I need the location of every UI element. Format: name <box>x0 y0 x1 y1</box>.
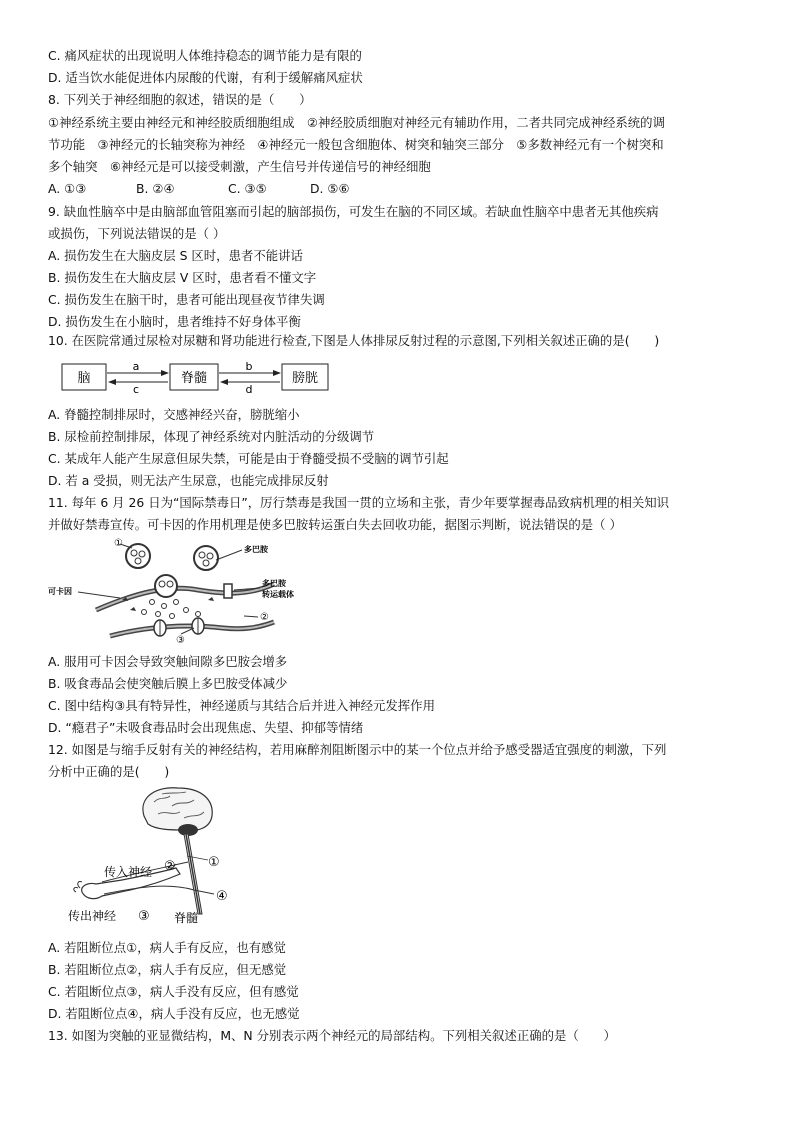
q10-option-b: B. 尿检前控制排尿，体现了神经系统对内脏活动的分级调节 <box>48 429 375 444</box>
q11-label-3: ③ <box>176 635 185 644</box>
q11-label-transporter-1: 多巴胺 <box>262 579 286 588</box>
q8-option-d: D. ⑤⑥ <box>310 181 350 196</box>
q11-vesicle-2 <box>194 546 218 570</box>
q10-box-bladder-label: 膀胱 <box>291 371 319 386</box>
q11-vesicle-fusing <box>155 575 177 597</box>
q12-label-spinal: 脊髓 <box>174 911 199 925</box>
q8-option-b: B. ②④ <box>136 181 175 196</box>
q12-option-d: D. 若阻断位点④，病人手没有反应，也无感觉 <box>48 1006 300 1021</box>
q12-stem-line2: 分析中正确的是( ) <box>48 764 170 779</box>
q9-option-c: C. 损伤发生在脑干时，患者可能出现昼夜节律失调 <box>48 292 325 307</box>
q12-label-4: ④ <box>216 889 228 904</box>
q12-label-3: ③ <box>138 909 150 924</box>
q10-stem: 10. 在医院常通过尿检对尿糖和肾功能进行检查,下图是人体排尿反射过程的示意图,下列相关叙述正确的是( ) <box>48 333 660 348</box>
q10-option-a: A. 脊髓控制排尿时，交感神经兴奋，膀胱缩小 <box>48 407 300 422</box>
q9-stem-line1: 9. 缺血性脑卒中是由脑部血管阻塞而引起的脑部损伤，可发生在脑的不同区域。若缺血性脑卒中患者无其他疾病 <box>48 204 659 219</box>
q11-option-d: D. “瘾君子”未吸食毒品时会出现焦虑、失望、抑郁等情绪 <box>48 720 364 735</box>
q12-option-c: C. 若阻断位点③，病人手没有反应，但有感觉 <box>48 984 299 999</box>
q11-option-a: A. 服用可卡因会导致突触间隙多巴胺会增多 <box>48 654 288 669</box>
q12-label-afferent: 传入神经 <box>104 865 153 879</box>
q12-label-1: ① <box>208 855 220 870</box>
q11-cocaine-molecules <box>122 597 214 611</box>
q9-option-b: B. 损伤发生在大脑皮层 V 区时，患者看不懂文字 <box>48 270 317 285</box>
q10-label-d: d <box>245 383 253 396</box>
q12-stem-line1: 12. 如图是与缩手反射有关的神经结构，若用麻醉剂阻断图示中的某一个位点并给予感受器适宜强度的刺激，下列 <box>48 742 667 757</box>
q12-reflex-diagram <box>62 782 252 930</box>
q8-body-line1: ①神经系统主要由神经元和神经胶质细胞组成 ②神经胶质细胞对神经元有辅助作用，二者共同完成神经系统的调 <box>48 115 665 130</box>
q10-option-d: D. 若 a 受损，则无法产生尿意，也能完成排尿反射 <box>48 473 329 488</box>
q10-box-brain-label: 脑 <box>77 371 91 386</box>
q7-option-c: C. 痛风症状的出现说明人体维持稳态的调节能力是有限的 <box>48 48 362 63</box>
q11-stem-line1: 11. 每年 6 月 26 日为“国际禁毒日”，厉行禁毒是我国一贯的立场和主张，青少年要掌握毒品致病机理的相关知识 <box>48 495 670 510</box>
q9-option-d: D. 损伤发生在小脑时，患者维持不好身体平衡 <box>48 314 301 329</box>
q8-option-c: C. ③⑤ <box>228 181 267 196</box>
q10-label-b: b <box>245 360 253 373</box>
q10-diagram <box>60 360 330 396</box>
q11-synapse-diagram <box>48 536 298 644</box>
q12-option-b: B. 若阻断位点②，病人手有反应，但无感觉 <box>48 962 287 977</box>
q11-label-2: ② <box>260 612 269 623</box>
q8-body-line2: 节功能 ③神经元的长轴突称为神经 ④神经元一般包含细胞体、树突和轴突三部分 ⑤多数神经元有一个树突和 <box>48 137 664 152</box>
q12-brain <box>143 788 212 836</box>
q8-options <box>48 181 350 197</box>
q11-label-dopamine: 多巴胺 <box>244 545 268 554</box>
q10-option-c: C. 某成年人能产生尿意但尿失禁，可能是由于脊髓受损不受脑的调节引起 <box>48 451 449 466</box>
q12-option-a: A. 若阻断位点①，病人手有反应，也有感觉 <box>48 940 286 955</box>
q7-option-d: D. 适当饮水能促进体内尿酸的代谢，有利于缓解痛风症状 <box>48 70 363 85</box>
q11-released-dopamine <box>142 600 201 619</box>
q10-box-spinal-label: 脊髓 <box>180 371 208 386</box>
q12-label-2: ② <box>164 859 176 874</box>
q8-body-line3: 多个轴突 ⑥神经元是可以接受刺激，产生信号并传递信号的神经细胞 <box>48 159 431 174</box>
q8-option-a: A. ①③ <box>48 181 87 196</box>
q13-stem: 13. 如图为突触的亚显微结构，M、N 分别表示两个神经元的局部结构。下列相关叙述正确的是（ ） <box>48 1028 616 1043</box>
q11-option-c: C. 图中结构③具有特异性，神经递质与其结合后并进入神经元发挥作用 <box>48 698 435 713</box>
q9-stem-line2: 或损伤，下列说法错误的是（ ） <box>48 226 226 241</box>
q12-label-efferent: 传出神经 <box>68 909 117 923</box>
q11-label-transporter-2: 转运载体 <box>262 590 294 599</box>
q9-option-a: A. 损伤发生在大脑皮层 S 区时，患者不能讲话 <box>48 248 303 263</box>
q11-label-1: ① <box>114 538 123 549</box>
q10-label-a: a <box>132 360 140 373</box>
q11-option-b: B. 吸食毒品会使突触后膜上多巴胺受体减少 <box>48 676 288 691</box>
q11-transporter <box>224 584 232 598</box>
q11-label-cocaine: 可卡因 <box>48 587 72 596</box>
q10-label-c: c <box>132 383 140 396</box>
q8-stem: 8. 下列关于神经细胞的叙述，错误的是（ ） <box>48 92 312 107</box>
q11-stem-line2: 并做好禁毒宣传。可卡因的作用机理是使多巴胺转运蛋白失去回收功能，据图示判断，说法错误的是（ ） <box>48 517 622 532</box>
